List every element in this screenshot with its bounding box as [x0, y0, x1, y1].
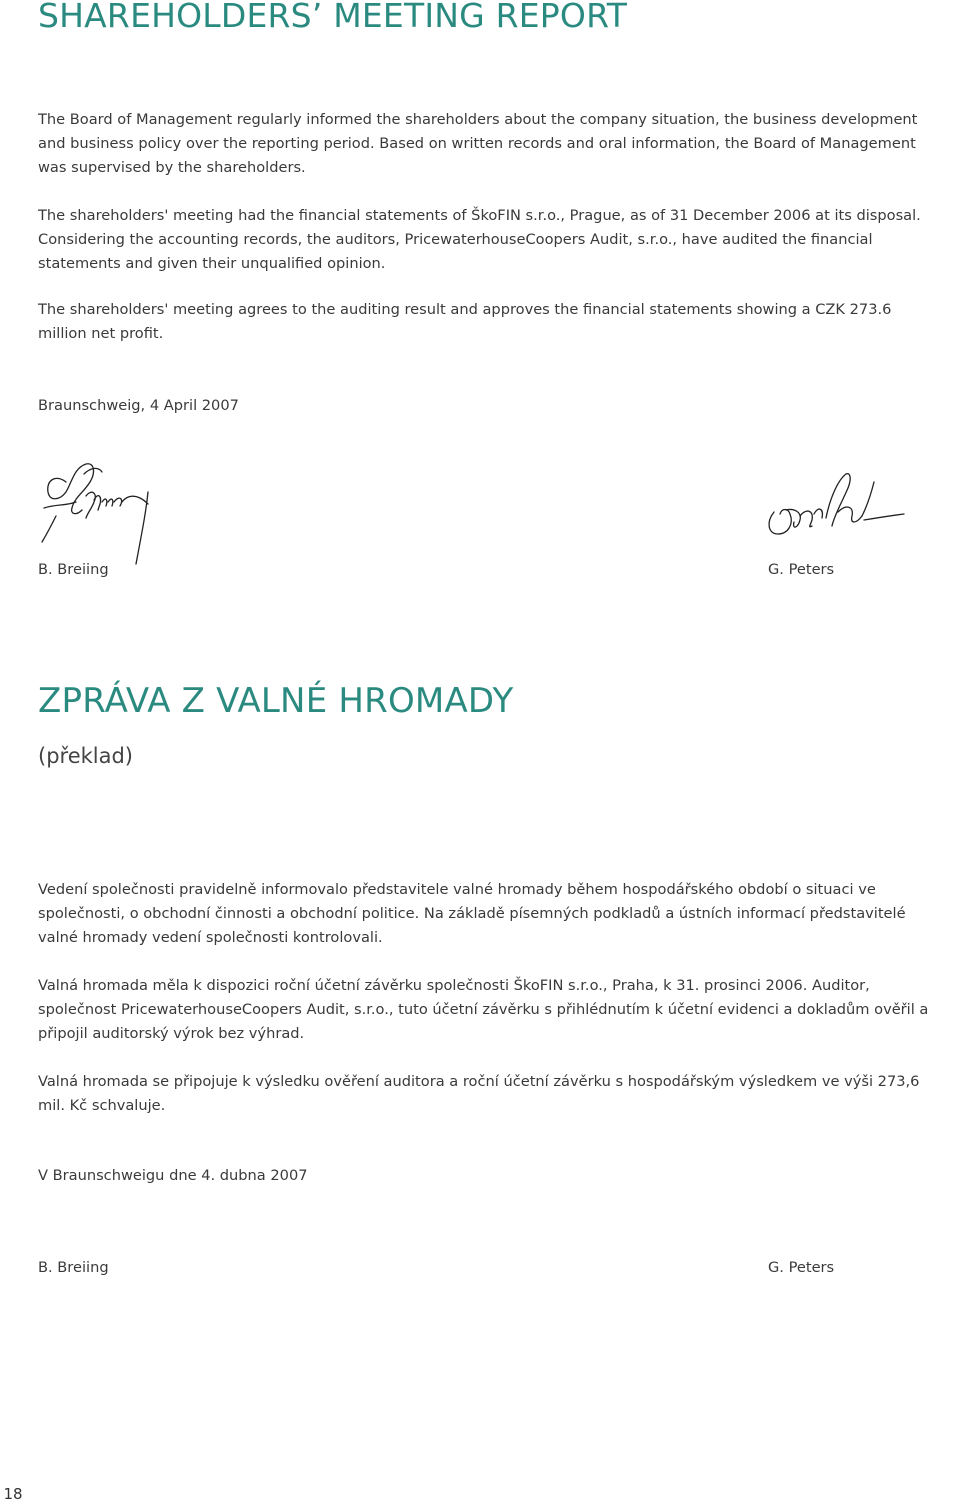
page-number: 18 [3, 1485, 23, 1503]
english-paragraph-3: The shareholders' meeting agrees to the auditing result and approves the financial statements showing a CZK 273.6 million net profit. [38, 301, 892, 342]
page-title: SHAREHOLDERS’ MEETING REPORT [38, 0, 628, 35]
czech-paragraph-2: Valná hromada měla k dispozici roční účetní závěrku společnosti ŠkoFIN s.r.o., Praha, k 31. prosinci 2006. Auditor, společnost PricewaterhouseCoopers Audit, s.r.o., tuto účetní závěrku s přihlédnutím k účetní evidenci a dokladům ověřil a připojil auditorský výrok bez výhrad. [38, 977, 929, 1042]
signatory-name-breiing: B. Breiing [38, 561, 109, 578]
czech-paragraph-1: Vedení společnosti pravidelně informovalo představitele valné hromady během hospodářského období o situaci ve společnosti, o obchodní činnosti a obchodní politice. Na základě písemných podkladů a ústních informací představitelé valné hromady vedení společnosti kontrolovali. [38, 881, 906, 946]
english-paragraph-2: The shareholders' meeting had the financial statements of ŠkoFIN s.r.o., Prague, as of 31 December 2006 at its disposal. Considering the accounting records, the auditors, PricewaterhouseCoopers Audit, s.r.o., have audited the financial statements and given their unqualified opinion. [38, 207, 921, 272]
breiing-signature [36, 452, 166, 570]
czech-place-date: V Braunschweigu dne 4. dubna 2007 [38, 1167, 308, 1184]
czech-subtitle: (překlad) [38, 744, 134, 768]
english-paragraph-1: The Board of Management regularly informed the shareholders about the company situation, the business development and business policy over the reporting period. Based on written records and oral information, the Board of Management was supervised by the shareholders. [38, 111, 918, 176]
czech-title: ZPRÁVA Z VALNÉ HROMADY [38, 681, 514, 721]
peters-signature [760, 468, 910, 540]
english-place-date: Braunschweig, 4 April 2007 [38, 397, 239, 414]
czech-signatory-name-breiing: B. Breiing [38, 1259, 109, 1276]
signatory-name-peters: G. Peters [768, 561, 835, 578]
czech-paragraph-3: Valná hromada se připojuje k výsledku ověření auditora a roční účetní závěrku s hospodářským výsledkem ve výši 273,6 mil. Kč schvaluje. [38, 1073, 920, 1114]
czech-signatory-name-peters: G. Peters [768, 1259, 835, 1276]
